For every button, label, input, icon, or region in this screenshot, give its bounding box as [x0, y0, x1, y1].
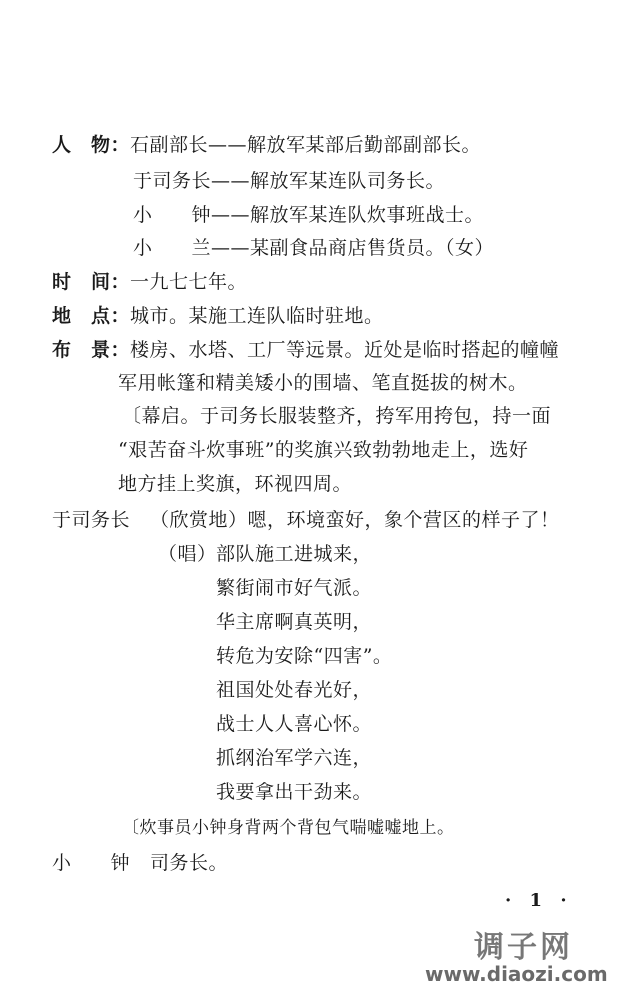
song-line: 华主席啊真英明， [216, 611, 373, 633]
speaker-name: 于司务长 [52, 509, 131, 531]
song-line: 部队施工进城来， [216, 543, 373, 565]
watermark-url: www.diaozi.com [425, 962, 608, 986]
scene-line: 军用帐篷和精美矮小的围墙、笔直挺拔的树木。 [118, 372, 528, 394]
song-line: 繁街闹市好气派。 [216, 577, 373, 599]
time-text: 一九七七年。 [130, 271, 248, 293]
scene-line: 楼房、水塔、工厂等远景。近处是临时搭起的幢幢 [130, 339, 560, 361]
cast-line: 于司务长——解放军某连队司务长。 [133, 170, 446, 192]
dialogue-text: （欣赏地）嗯，环境蛮好，象个营区的样子了！ [150, 509, 560, 531]
song-cue: （唱） [158, 543, 217, 565]
watermark-logo: 调子网 [474, 930, 573, 965]
song-line: 战士人人喜心怀。 [216, 713, 373, 735]
dialogue-text: 司务长。 [150, 852, 229, 874]
cast-line: 石副部长——解放军某部后勤部副部长。 [130, 134, 482, 156]
page-number: · 1 · [505, 890, 573, 911]
time-label: 时 间： [52, 271, 131, 293]
cast-line: 小 兰——某副食品商店售货员。（女） [133, 237, 495, 259]
song-line: 转危为安除“四害”。 [216, 645, 393, 667]
stage-direction-line: 〔幕启。于司务长服装整齐，挎军用挎包，持一面 [122, 405, 552, 427]
speaker-name: 小 钟 [52, 852, 131, 874]
song-line: 抓纲治军学六连， [216, 747, 373, 769]
stage-direction-line: 〔炊事员小钟身背两个背包气喘嘘嘘地上。 [122, 818, 455, 838]
song-line: 我要拿出干劲来。 [216, 781, 373, 803]
cast-line: 小 钟——解放军某连队炊事班战士。 [133, 204, 485, 226]
place-label: 地 点： [52, 305, 131, 327]
place-text: 城市。某施工连队临时驻地。 [130, 305, 384, 327]
song-line: 祖国处处春光好， [216, 679, 373, 701]
scene-label: 布 景： [52, 339, 131, 361]
cast-label: 人 物： [52, 134, 131, 156]
stage-direction-line: “艰苦奋斗炊事班”的奖旗兴致勃勃地走上，选好 [118, 439, 529, 461]
stage-direction-line: 地方挂上奖旗，环视四周。 [118, 473, 353, 495]
